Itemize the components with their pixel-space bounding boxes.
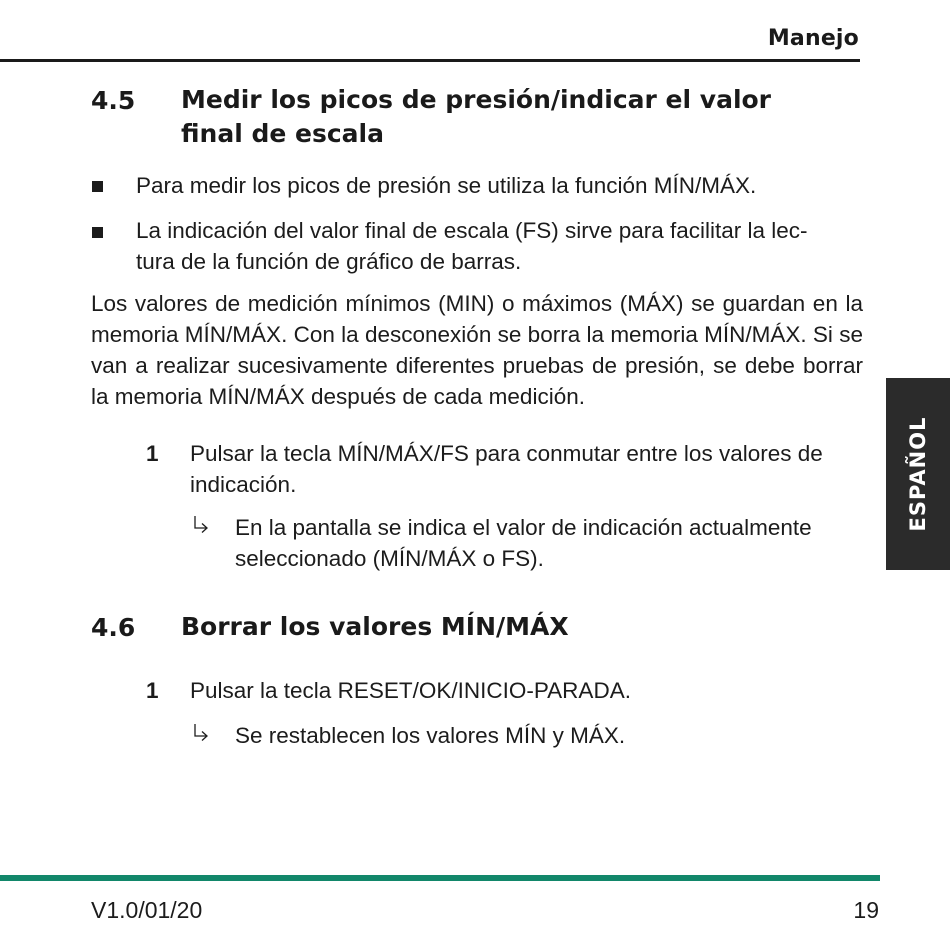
- square-bullet-icon: [92, 181, 103, 192]
- page-number: 19: [853, 897, 879, 923]
- footer-rule: [0, 875, 880, 881]
- language-side-tab: [886, 378, 950, 570]
- body-paragraph: Los valores de medición mínimos (MIN) o máximos (MÁX) se guardan en la memoria MÍN/MÁX. Con la desconexión se borra la memoria MÍN/MÁX. Si se van a realizar sucesivamente diferentes pruebas de presión, se debe borrar la memoria MÍN/MÁX después de cada medición.: [91, 291, 863, 409]
- result-text: En la pantalla se indica el valor de indicación actualmente seleccionado (MÍN/MÁX o FS).: [235, 515, 812, 571]
- square-bullet-icon: [92, 227, 103, 238]
- section-title: Borrar los valores MÍN/MÁX: [181, 612, 569, 641]
- header-rule: [0, 59, 860, 62]
- step-number: 1: [146, 441, 159, 466]
- footer-version: V1.0/01/20: [91, 897, 203, 923]
- header-title: Manejo: [767, 26, 859, 51]
- step-text: Pulsar la tecla RESET/OK/INICIO-PARADA.: [190, 678, 631, 703]
- step-text: Pulsar la tecla MÍN/MÁX/FS para conmutar entre los valores de indicación.: [190, 441, 823, 497]
- section-number: 4.5: [91, 86, 136, 115]
- language-tab-label: ESPAÑOL: [906, 416, 930, 532]
- bullet-text: La indicación del valor final de escala (FS) sirve para facilitar la lec- tura de la función de gráfico de barras.: [136, 218, 808, 274]
- result-arrow-icon: [190, 722, 212, 748]
- step-number: 1: [146, 678, 159, 703]
- bullet-text: Para medir los picos de presión se utiliza la función MÍN/MÁX.: [136, 173, 757, 198]
- section-number: 4.6: [91, 613, 136, 642]
- result-arrow-icon: [190, 514, 212, 540]
- section-title: Medir los picos de presión/indicar el valor final de escala: [181, 85, 772, 148]
- result-text: Se restablecen los valores MÍN y MÁX.: [235, 723, 626, 748]
